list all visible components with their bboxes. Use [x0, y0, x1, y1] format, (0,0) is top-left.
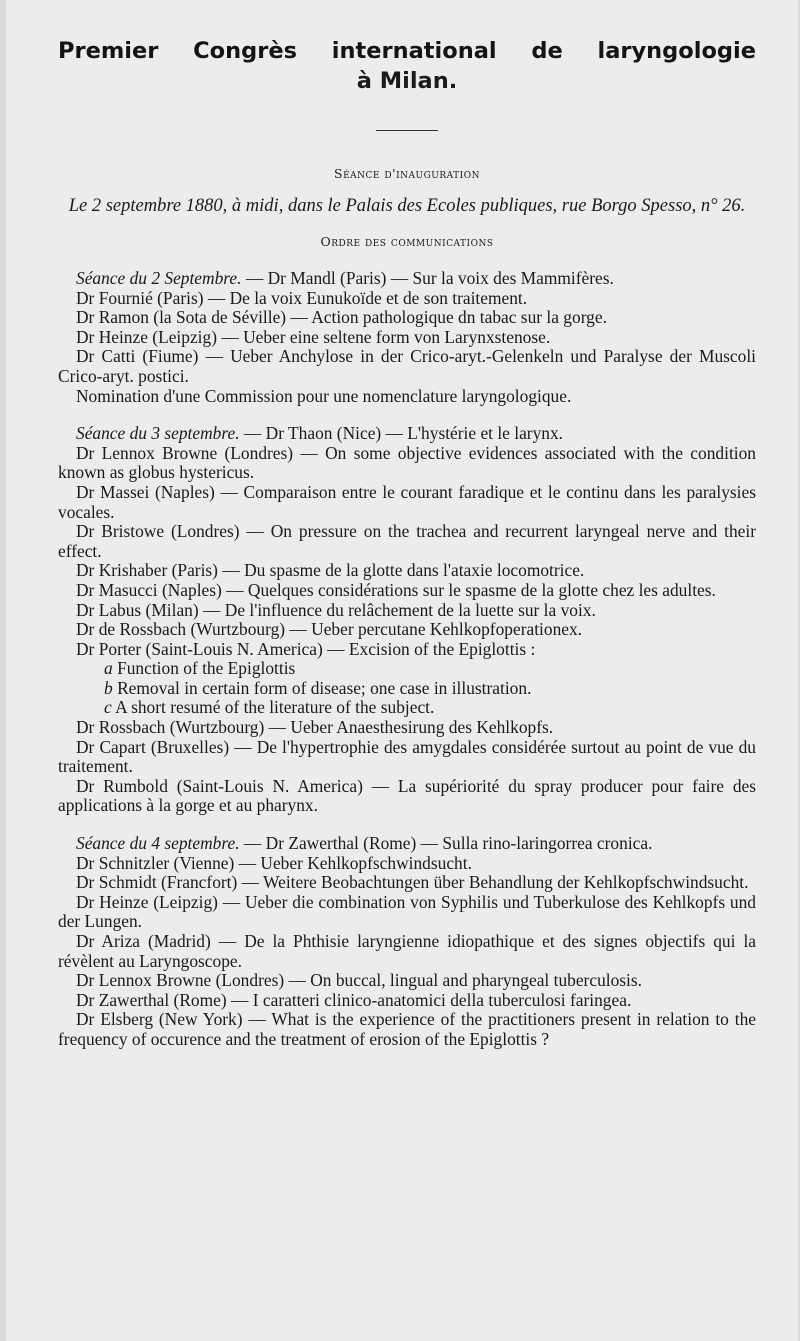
session-4-september [58, 834, 756, 1050]
list-item: Dr Zawerthal (Rome) — I caratteri clinico-anatomici della tuberculosi faringea. [76, 989, 632, 1010]
list-item: Dr Rossbach (Wurtzbourg) — Ueber Anaesthesirung des Kehlkopfs. [76, 717, 554, 738]
list-item: Dr Heinze (Leipzig) — Ueber die combination von Syphilis und Tuberkulose des Kehlkopfs und der Lungen. [58, 891, 756, 932]
list-item: Séance du 4 septembre. — Dr Zawerthal (Rome) — Sulla rino-laringorrea cronica. [76, 833, 653, 854]
list-item: Dr Ramon (la Sota de Séville) — Action pathologique dn tabac sur la gorge. [76, 307, 607, 328]
list-item: Dr Lennox Browne (Londres) — On some objective evidences associated with the condition known as globus hystericus. [58, 442, 756, 483]
list-item: Dr Lennox Browne (Londres) — On buccal, lingual and pharyngeal tuberculosis. [76, 970, 643, 991]
session-2-september [58, 269, 756, 406]
list-item: Dr Heinze (Leipzig) — Ueber eine seltene form von Larynxstenose. [76, 326, 551, 347]
sub-item: c A short resumé of the literature of the subject. [104, 697, 435, 718]
seance-heading: Séance d'inauguration [334, 166, 480, 181]
list-item: Dr Fournié (Paris) — De la voix Eunukoïde et de son traitement. [76, 287, 528, 308]
list-item: Dr Rumbold (Saint-Louis N. America) — La supériorité du spray producer pour faire des applications à la gorge et au pharynx. [58, 775, 756, 816]
list-item: Dr Labus (Milan) — De l'influence du relâchement de la luette sur la voix. [76, 599, 596, 620]
document-page [6, 0, 798, 1341]
session-label: Séance du 3 septembre. [76, 423, 240, 444]
list-item: Dr de Rossbach (Wurtzbourg) — Ueber percutane Kehlkopfoperationex. [76, 619, 583, 640]
list-item: Séance du 2 Septembre. — Dr Mandl (Paris) — Sur la voix des Mammifères. [76, 268, 614, 288]
list-item: Dr Ariza (Madrid) — De la Phthisie laryngienne idiopathique et des signes objectifs qui la révèlent au Laryngoscope. [58, 931, 756, 971]
title-divider [376, 130, 438, 131]
list-item: Dr Capart (Bruxelles) — De l'hypertrophie des amygdales considérée surtout au point de vue du traitement. [58, 736, 756, 777]
list-item: Dr Porter (Saint-Louis N. America) — Excision of the Epiglottis : [76, 638, 536, 659]
sub-item: a Function of the Epiglottis [104, 658, 296, 679]
session-label: Séance du 2 Septembre. [76, 268, 242, 288]
list-item: Dr Schmidt (Francfort) — Weitere Beobachtungen über Behandlung der Kehlkopfschwindsucht. [76, 872, 749, 893]
list-item: Dr Krishaber (Paris) — Du spasme de la glotte dans l'ataxie locomotrice. [76, 560, 585, 581]
document-title: Premier Congrès international de laryngologie [58, 38, 756, 64]
sub-item: b Removal in certain form of disease; one case in illustration. [104, 677, 532, 698]
list-item: Dr Catti (Fiume) — Ueber Anchylose in der Crico-aryt.-Gelenkeln und Paralyse der Muscoli Crico-aryt. postici. [58, 346, 756, 386]
list-item: Dr Masucci (Naples) — Quelques considérations sur le spasme de la glotte chez les adultes. [76, 579, 716, 600]
list-item: Nomination d'une Commission pour une nomenclature laryngologique. [76, 385, 572, 406]
list-item: Dr Elsberg (New York) — What is the experience of the practitioners present in relation to the frequency of occurence and the treatment of erosion of the Epiglottis ? [58, 1009, 756, 1049]
session-label: Séance du 4 septembre. [76, 833, 240, 854]
session-3-september [58, 424, 756, 816]
list-item: Dr Bristowe (Londres) — On pressure on the trachea and recurrent laryngeal nerve and their effect. [58, 521, 756, 561]
document-title-line2: à Milan. [356, 68, 458, 94]
lead-paragraph: Le 2 septembre 1880, à midi, dans le Palais des Ecoles publiques, rue Borgo Spesso, n° 26. [68, 196, 746, 216]
list-item: Dr Massei (Naples) — Comparaison entre le courant faradique et le continu dans les paralysies vocales. [58, 481, 756, 522]
ordre-heading: Ordre des communications [320, 234, 494, 249]
list-item: Dr Schnitzler (Vienne) — Ueber Kehlkopfschwindsucht. [76, 852, 472, 873]
list-item: Séance du 3 septembre. — Dr Thaon (Nice) — L'hystérie et le larynx. [76, 423, 564, 444]
